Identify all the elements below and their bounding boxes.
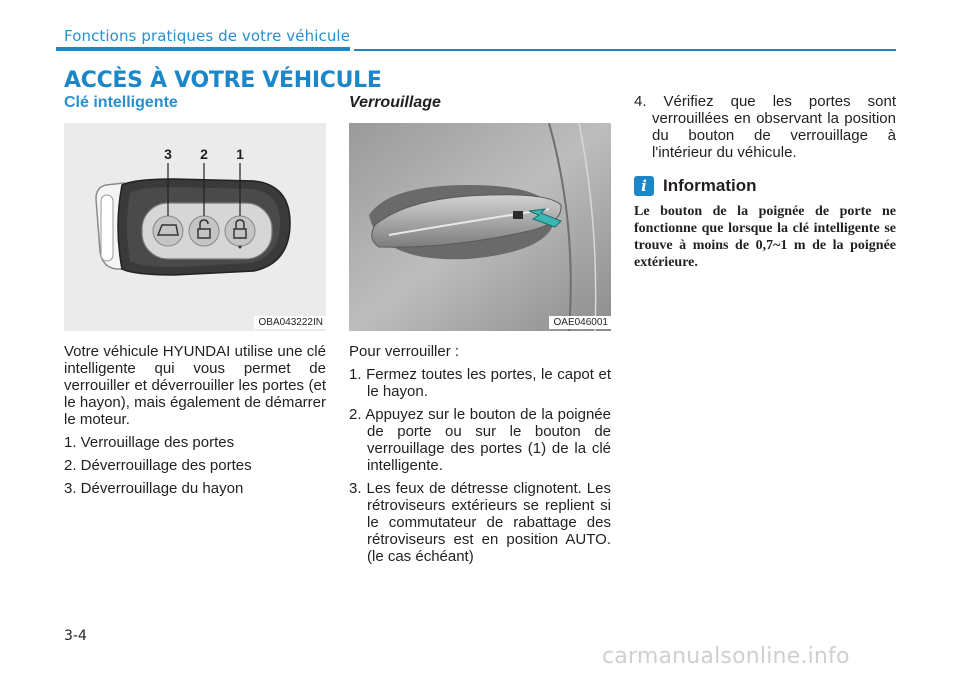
list-item: 2. Appuyez sur le bouton de la poignée de porte ou sur le bouton de verrouillage des portes (1) de la clé intelligente. [349,406,611,474]
header-rule-thin [354,49,896,51]
locking-intro: Pour verrouiller : [349,343,460,360]
callout-1: 1 [236,146,244,162]
figure-code: OAE046001 [549,316,612,329]
list-item: 3. Les feux de détresse clignotent. Les rétroviseurs extérieurs se replient si le commutateur de rabattage des rétroviseurs est en position AUTO. (le cas échéant) [349,480,611,565]
header-rule-thick [56,47,350,51]
column-locking [349,93,611,565]
chapter-header: Fonctions pratiques de votre véhicule [64,27,351,45]
door-handle-illustration [349,123,611,331]
list-item: 3. Déverrouillage du hayon [64,480,244,497]
info-heading [634,175,896,197]
subtitle-locking: Verrouillage [349,94,441,111]
smart-key-intro: Votre véhicule HYUNDAI utilise une clé intelligente qui vous permet de verrouiller et déverrouiller les portes (et le hayon), mais également de démarrer le moteur. [64,343,326,428]
door-handle-figure [349,123,611,331]
watermark: carmanualsonline.info [602,644,850,669]
list-item: 4. Vérifiez que les portes sont verrouillées en observant la position du bouton de verrouillage à l'intérieur du véhicule. [634,93,896,161]
info-text: Le bouton de la poignée de porte ne fonctionne que lorsque la clé intelligente se trouve à moins de 0,7~1 m de la poignée extérieure. [634,204,896,270]
column-smart-key [64,93,326,497]
list-item: 1. Fermez toutes les portes, le capot et le hayon. [349,366,611,400]
smart-key-illustration [64,123,326,331]
callout-3: 3 [164,146,172,162]
subtitle-smart-key: Clé intelligente [64,94,178,111]
list-item: 1. Verrouillage des portes [64,434,235,451]
figure-code: OBA043222IN [254,316,327,329]
list-item: 2. Déverrouillage des portes [64,457,252,474]
column-continued [634,93,896,271]
section-title: ACCÈS À VOTRE VÉHICULE [64,68,382,93]
info-title: Information [663,176,757,195]
info-icon: i [634,176,654,196]
smart-key-figure [64,123,326,331]
page-number: 3-4 [64,628,87,644]
callout-2: 2 [200,146,208,162]
